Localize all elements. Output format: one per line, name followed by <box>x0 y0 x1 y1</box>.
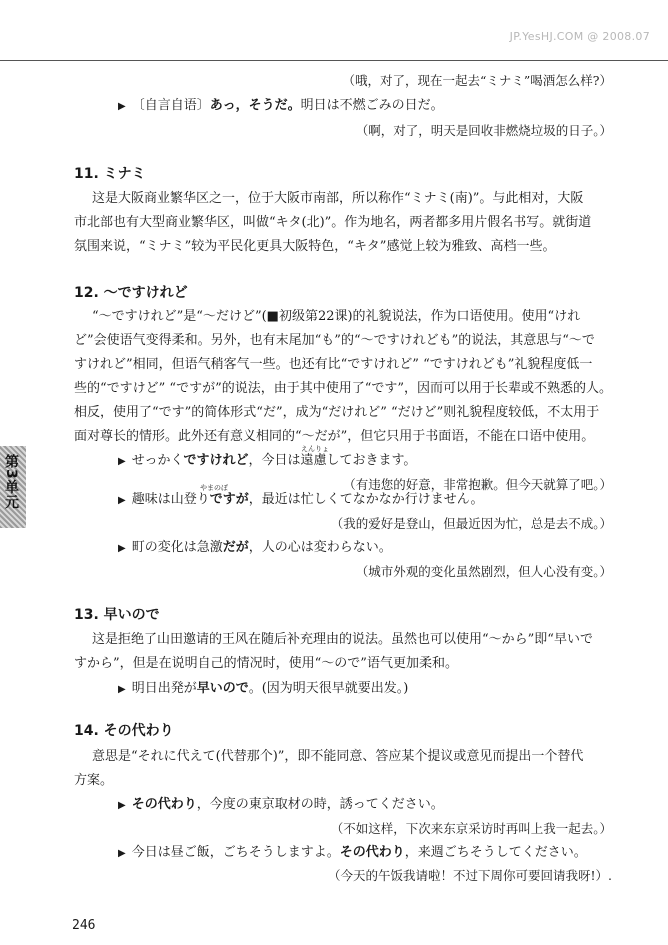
section-heading-13: 13. 早いので <box>74 607 160 623</box>
unit-side-tab <box>0 446 26 528</box>
example-text: ，来週ごちそうしてください。 <box>404 845 587 860</box>
paragraph-line: 方案。 <box>74 773 114 788</box>
translation-line: （不如这样，下次来东京采访时再叫上我一起去。） <box>330 821 612 836</box>
example-marker: 〔自言自语〕 <box>131 98 210 113</box>
translation-line: （我的爱好是登山，但最近因为忙，总是去不成。） <box>330 516 612 531</box>
example-text: ，最近は忙しくてなかなか行けません。 <box>248 492 484 507</box>
watermark: JP.YesHJ.COM @ 2008.07 <box>509 30 650 43</box>
page-number: 246 <box>72 918 96 933</box>
example-highlight: だが <box>222 540 249 555</box>
translation-line: （啊，对了，明天是回收非燃烧垃圾的日子。） <box>355 123 612 138</box>
paragraph-line: 些的“ですけど” “ですが”的说法，由于其中使用了“です”，因而可以用于长辈或不熟悉的人。 <box>74 381 613 396</box>
bullet-arrow-icon: ▶ <box>118 848 126 859</box>
bullet-arrow-icon: ▶ <box>118 684 126 695</box>
example-sentence <box>118 796 444 815</box>
example-sentence <box>118 452 416 471</box>
example-sentence <box>118 844 587 863</box>
example-text: 趣味は山登り <box>131 492 210 507</box>
paragraph-line: 市北部也有大型商业繁华区，叫做“キタ(北)”。作为地名，两者都多用片假名书写。就街道 <box>74 215 592 230</box>
paragraph-line: 这是拒绝了山田邀请的王风在随后补充理由的说法。虽然也可以使用“～から”即“早いで <box>92 632 593 647</box>
example-highlight: ですけれど <box>183 453 249 468</box>
example-highlight: あっ，そうだ。 <box>209 98 301 113</box>
example-text: 町の変化は急激 <box>131 540 223 555</box>
paragraph-line: 这是大阪商业繁华区之一，位于大阪市南部，所以称作“ミナミ(南)”。与此相对，大阪 <box>92 191 584 206</box>
translation-line: （城市外观的变化虽然剧烈，但人心没有变。） <box>355 564 612 579</box>
paragraph-line: “～ですけれど”是“～だけど”(■初级第22课)的礼貌说法，作为口语使用。使用“けれ <box>92 309 581 324</box>
section-heading-12: 12. ～ですけれど <box>74 285 188 301</box>
example-text: 。(因为明天很早就要出发。) <box>248 681 409 696</box>
paragraph-line: ど”会使语气变得柔和。另外，也有末尾加“も”的“～ですけれども”的说法，其意思与“～で <box>74 333 595 348</box>
translation-line: （有违您的好意，非常抱歉。但今天就算了吧。） <box>343 477 612 492</box>
furigana: えんりょ <box>301 445 329 453</box>
translation-line: （今天的午饭我请啦！不过下周你可要回请我呀!）. <box>328 868 612 883</box>
paragraph-line: すけれど”相同，但语气稍客气一些。也还有比“ですけれど” “ですけれども”礼貌程度低一 <box>74 357 593 372</box>
example-sentence <box>118 97 444 116</box>
bullet-arrow-icon: ▶ <box>118 800 126 811</box>
paragraph-line: 面对尊长的情形。此外还有意义相同的“～だが”，但它只用于书面语，不能在口语中使用。 <box>74 429 595 444</box>
unit-side-tab-label: 第3单元 <box>3 454 19 510</box>
furigana: やまのぼ <box>200 484 228 492</box>
header-rule <box>0 60 668 61</box>
example-sentence <box>118 539 392 558</box>
bullet-arrow-icon: ▶ <box>118 495 126 506</box>
example-sentence <box>118 491 484 510</box>
example-text: ，今度の東京取材の時，誘ってください。 <box>196 797 444 812</box>
example-text: ，人の心は変わらない。 <box>248 540 392 555</box>
translation-line: （哦，对了，现在一起去“ミナミ”喝酒怎么样?） <box>342 73 612 88</box>
example-highlight: ですが <box>209 492 249 507</box>
example-highlight: 早いので <box>196 681 249 696</box>
paragraph-line: 相反，使用了“です”的简体形式“だ”，成为“だけれど” “だけど”则礼貌程度较低，不太用于 <box>74 405 600 420</box>
paragraph-line: すから”，但是在说明自己的情况时，使用“～ので”语气更加柔和。 <box>74 656 458 671</box>
section-heading-11: 11. ミナミ <box>74 166 146 182</box>
example-text: ，今日は遠慮しておきます。 <box>248 453 417 468</box>
example-highlight: その代わり <box>339 845 405 860</box>
example-text: 明日出発が <box>131 681 197 696</box>
paragraph-line: 氛围来说，“ミナミ”较为平民化更具大阪特色，“キタ”感觉上较为雅致、高档一些。 <box>74 239 556 254</box>
bullet-arrow-icon: ▶ <box>118 456 126 467</box>
example-text: 今日は昼ご飯，ごちそうしますよ。 <box>131 845 340 860</box>
paragraph-line: 意思是“それに代えて(代替那个)”，即不能同意、答应某个提议或意见而提出一个替代 <box>92 749 584 764</box>
example-highlight: その代わり <box>131 797 197 812</box>
example-text: 明日は不燃ごみの日だ。 <box>300 98 444 113</box>
example-text: せっかく <box>131 453 184 468</box>
section-heading-14: 14. その代わり <box>74 723 174 739</box>
bullet-arrow-icon: ▶ <box>118 543 126 554</box>
bullet-arrow-icon: ▶ <box>118 101 126 112</box>
example-sentence <box>118 680 408 699</box>
